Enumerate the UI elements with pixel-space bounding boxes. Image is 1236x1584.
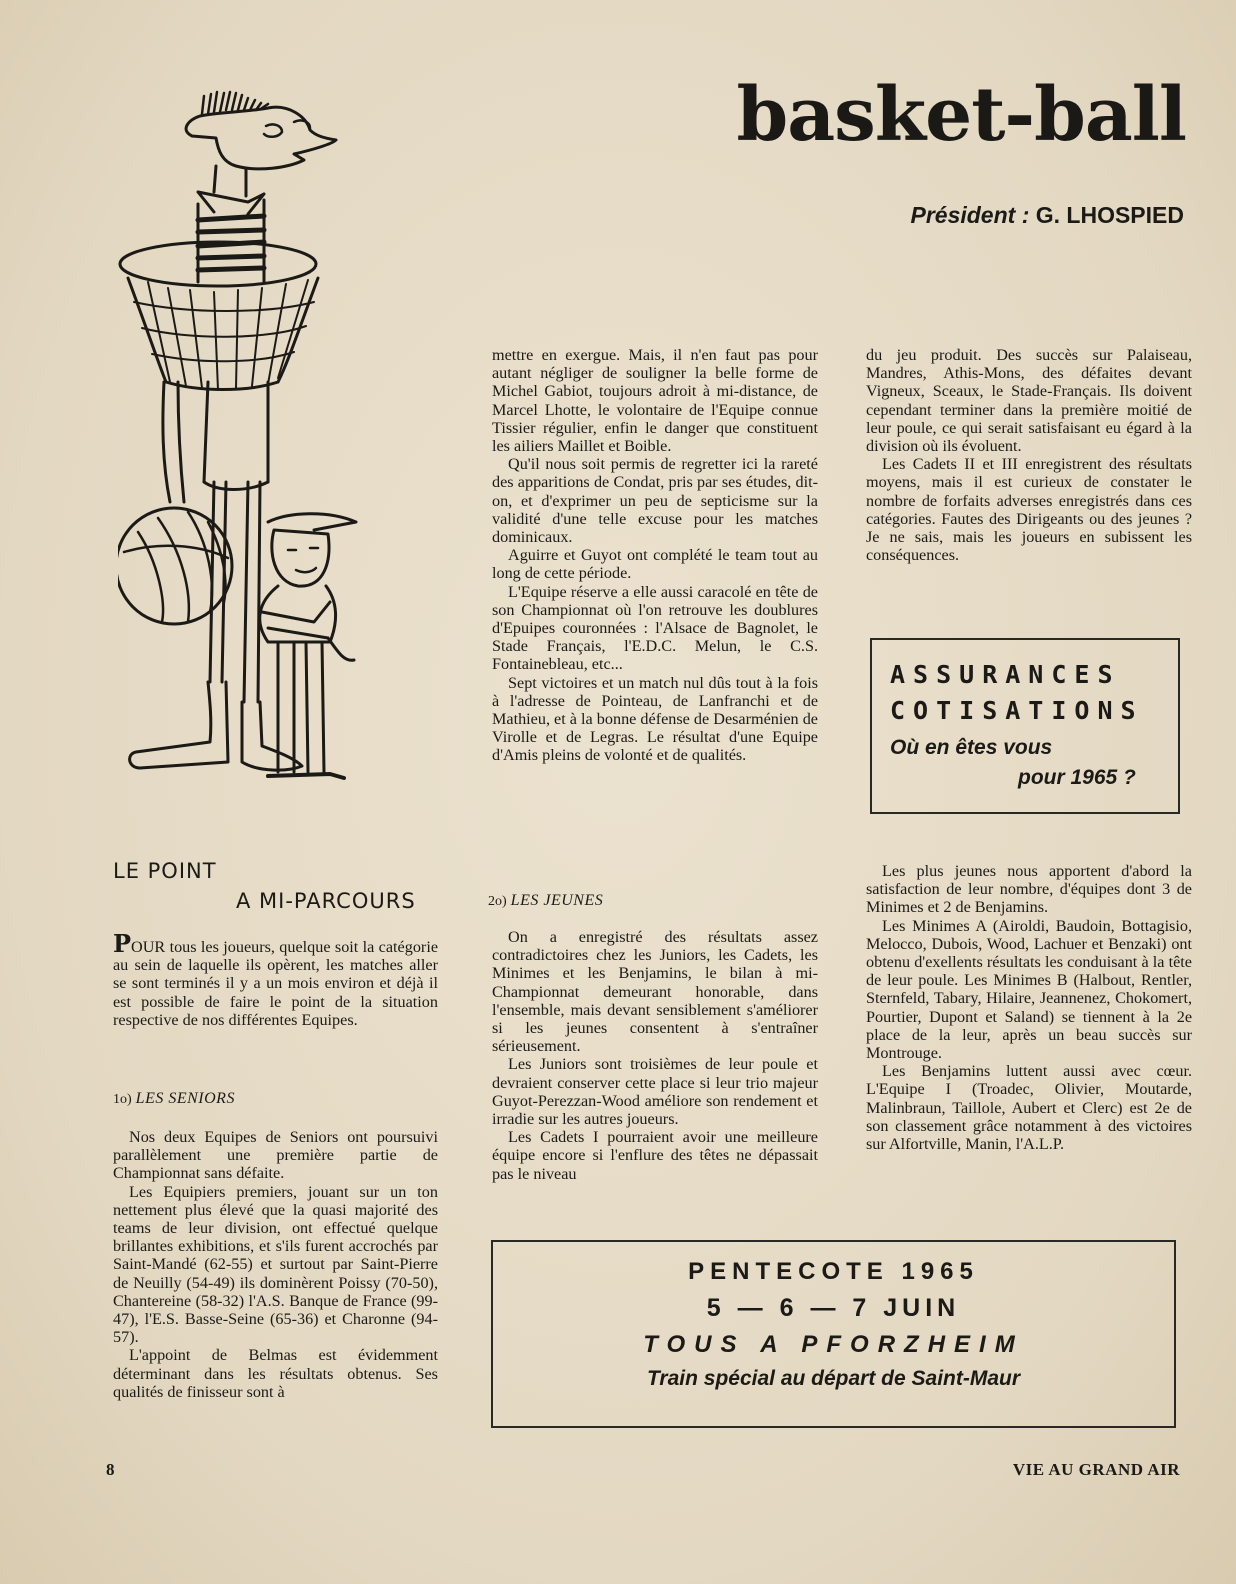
pentecote-line2: 5 — 6 — 7 JUIN bbox=[706, 1294, 961, 1322]
pentecote-line1: PENTECOTE 1965 bbox=[688, 1258, 979, 1285]
dropcap: P bbox=[113, 929, 132, 958]
seniors-subheading: 1o) LES SENIORS bbox=[113, 1090, 235, 1107]
seniors-p3: L'appoint de Belmas est évidemment déterminant dans les résultats obtenus. Ses qualités de finisseur sont à bbox=[113, 1346, 438, 1401]
col2-p5: Sept victoires et un match nul dûs tout à la fois à l'adresse de Pointeau, de Lanfranchi et de Mathieu, et à la bonne défense de Desarménien de Virolle et de Legras. Le résultat d'une Equipe d'Amis pleins de volonté et de qualités. bbox=[492, 673, 818, 765]
jeunes-p1: On a enregistré des résultats assez contradictoires chez les Juniors, les Cadets, les Minimes et les Benjamins, le bilan à mi-Championnat demeurant honorable, dans l'ensemble, mais devant sensiblement s'améliorer si les jeunes consentent à s'entraîner sérieusement. bbox=[492, 928, 818, 1056]
col3-p1: du jeu produit. Des succès sur Palaiseau, Mandres, Athis-Mons, des défaites devant Vigneux, Sceaux, le Stade-Français. Ils doivent cependant terminer dans la première moitié de leur poule, ce qui serait satisfaisant eu égard à la division où ils évoluent. bbox=[866, 346, 1192, 456]
column-3 bbox=[866, 346, 1192, 564]
assurances-line4: pour 1965 ? bbox=[1018, 766, 1136, 789]
section-heading-line2: A MI-PARCOURS bbox=[236, 889, 416, 913]
intro-paragraph: POUR tous les joueurs, quelque soit la catégorie au sein de laquelle ils opèrent, les matches aller se sont terminés il y a un mois environ et déjà il est possible de faire le point de la situation respective de nos différentes Equipes. bbox=[113, 929, 438, 1029]
assurances-line2: COTISATIONS bbox=[890, 696, 1144, 725]
section-heading bbox=[113, 856, 416, 916]
basketball-player-illustration bbox=[118, 82, 358, 802]
pentecote-line4: Train spécial au départ de Saint-Maur bbox=[646, 1367, 1021, 1390]
president-line bbox=[910, 202, 1184, 229]
col3b-p3: Les Benjamins luttent aussi avec cœur. L'Equipe I (Troadec, Olivier, Moutarde, Malinbraun, Taillole, Aubert et Clerc) est 2e de son classement grâce notamment à des victoires sur Alfortville, Manin, l'A.L.P. bbox=[866, 1062, 1192, 1154]
col3b-p2: Les Minimes A (Airoldi, Baudoin, Bottagisio, Melocco, Dubois, Wood, Lachuer et Benzaki) ont obtenu d'exellents résultats les conduisant à la tête de leur poule. Les Minimes B (Halbout, Rentler, Sternfeld, Tabary, Hilaire, Jeannenez, Chokomert, Pourtier, Dupont et Saland) se tiennent à la 2e place de la leur, après un beau succès sur Montrouge. bbox=[866, 916, 1192, 1063]
column-2 bbox=[492, 346, 818, 765]
assurances-line3: Où en êtes vous bbox=[890, 736, 1053, 759]
col3b-p1: Les plus jeunes nous apportent d'abord la satisfaction de leur nombre, d'équipes dont 3 de Minimes et 2 de Benjamins. bbox=[866, 862, 1192, 917]
seniors-text bbox=[113, 1128, 438, 1401]
jeunes-text bbox=[492, 928, 818, 1183]
jeunes-subheading: 2o) LES JEUNES bbox=[488, 892, 604, 909]
publication-name: VIE AU GRAND AIR bbox=[1012, 1460, 1180, 1479]
assurances-line1: ASSURANCES bbox=[890, 660, 1121, 689]
section-heading-line1: LE POINT bbox=[113, 859, 217, 883]
pentecote-box bbox=[491, 1240, 1176, 1428]
president-label: Président : bbox=[910, 202, 1030, 228]
col2-p4: L'Equipe réserve a elle aussi caracolé en tête de son Championnat où l'on retrouve les doublures d'Epuipes couronnées : l'Alsace de Bagnolet, le Stade Français, l'E.D.C. Melun, le C.S. Fontainebleau, etc... bbox=[492, 582, 818, 674]
jeunes-p2: Les Juniors sont troisièmes de leur poule et devraient conserver cette place si leur trio majeur Guyot-Perezzan-Wood améliore son rendement et irradie sur les autres joueurs. bbox=[492, 1055, 818, 1129]
column-3-lower bbox=[866, 862, 1192, 1153]
seniors-p2: Les Equipiers premiers, jouant sur un ton nettement plus élevé que la quasi majorité des teams de leur division, ont effectué quelque brillantes exhibitions, et s'ils furent accrochés par Saint-Mandé (62-55) et surtout par Saint-Pierre de Neuilly (54-49) ils dominèrent Poissy (70-50), Chantereine (58-32) l'A.S. Banque de France (99-47), l'E.S. Basse-Seine (65-36) et Charonne (94-57). bbox=[113, 1182, 438, 1347]
col2-p1: mettre en exergue. Mais, il n'en faut pas pour autant négliger de souligner la belle forme de Michel Gabiot, toujours adroit à mi-distance, de Marcel Lhotte, le volontaire de l'Equipe connue Tissier régulier, enfin le danger que constituent les ailiers Maillet et Boible. bbox=[492, 346, 818, 456]
pentecote-line3: TOUS A PFORZHEIM bbox=[643, 1331, 1024, 1358]
page-title: basket-ball bbox=[736, 72, 1186, 158]
col2-p3: Aguirre et Guyot ont complété le team tout au long de cette période. bbox=[492, 546, 818, 583]
jeunes-p3: Les Cadets I pourraient avoir une meilleure équipe encore si l'enflure des têtes ne dépassait pas le niveau bbox=[492, 1128, 818, 1183]
assurances-box bbox=[870, 638, 1180, 814]
col2-p2: Qu'il nous soit permis de regretter ici la rareté des apparitions de Condat, pris par ses études, dit-on, et d'exprimer un peu de septicisme sur la validité d'une telle excuse pour les matches dominicaux. bbox=[492, 455, 818, 547]
seniors-p1: Nos deux Equipes de Seniors ont poursuivi parallèlement une première partie de Championnat sans défaite. bbox=[113, 1128, 438, 1183]
column-1 bbox=[113, 929, 438, 1029]
page-number: 8 bbox=[106, 1460, 115, 1479]
col3-p2: Les Cadets II et III enregistrent des résultats moyens, mais il est curieux de constater le nombre de forfaits adverses enregistrés dans ces catégories. Fautes des Dirigeants ou des jeunes ? Je ne sais, mais les joueurs en subissent les conséquences. bbox=[866, 455, 1192, 565]
president-name: G. LHOSPIED bbox=[1035, 202, 1184, 228]
